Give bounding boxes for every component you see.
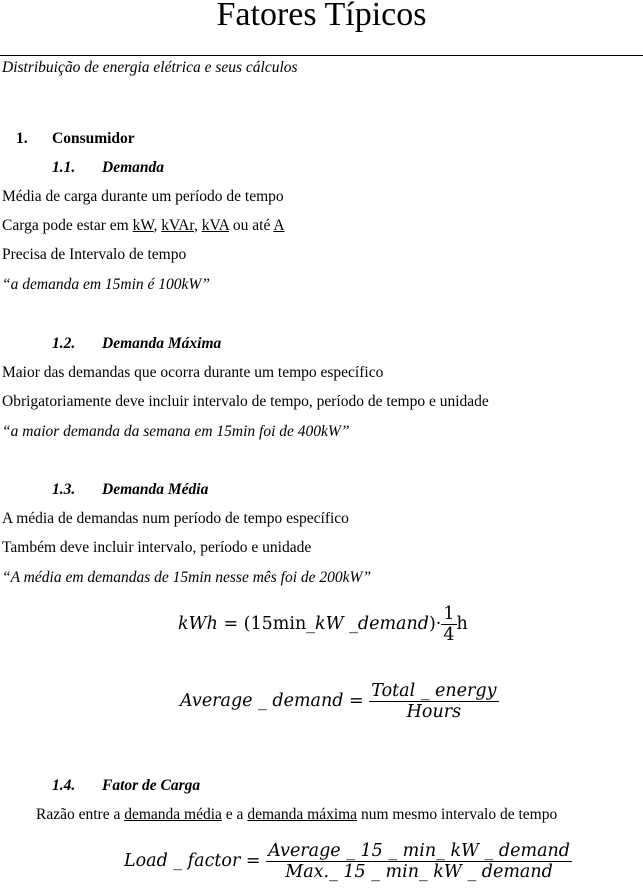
subsection-title: Demanda [102, 159, 164, 176]
eq-fraction [369, 681, 498, 722]
eq-fraction [441, 604, 456, 645]
fator-de-carga-line [36, 805, 557, 825]
demanda-maxima-line-2: Obrigatoriamente deve incluir intervalo de tempo, período de tempo e unidade [2, 393, 489, 410]
link-kvar[interactable]: kVAr [161, 217, 194, 234]
text-fragment: , [193, 217, 198, 234]
link-demanda-maxima[interactable]: demanda máxima [247, 806, 358, 823]
subsection-title: Demanda Máxima [102, 335, 222, 352]
fraction-numerator: Average _ 15 _ min_ kW _ demand [268, 841, 570, 861]
equation-average-demand [180, 681, 499, 722]
eq-term: _ [343, 614, 358, 634]
fraction-denominator: Hours [406, 702, 462, 722]
eq-operator: = [240, 851, 267, 871]
demanda-example: “a demanda em 15min é 100kW” [2, 276, 210, 293]
demanda-line-3: Precisa de Intervalo de tempo [2, 246, 187, 263]
section-number: 1. [16, 130, 28, 147]
eq-term: demand [357, 614, 429, 634]
section-title: Consumidor [52, 130, 135, 147]
subsection-number: 1.1. [52, 159, 76, 176]
eq-term: _ [306, 614, 315, 634]
demanda-line-2 [2, 216, 285, 236]
fraction-numerator: 1 [443, 604, 455, 624]
demanda-media-example: “A média em demandas de 15min nesse mês foi de 200kW” [2, 569, 372, 586]
page-title: Fatores Típicos [216, 0, 427, 33]
subsection-number: 1.3. [52, 481, 76, 498]
eq-operator: ( [243, 614, 251, 634]
subsection-demanda-heading [52, 158, 164, 178]
eq-term: h [456, 614, 468, 634]
eq-term: Average _ demand [180, 691, 344, 711]
subsection-demanda-media-heading [52, 480, 208, 500]
fraction-numerator: Total _ energy [371, 681, 497, 701]
subsection-number: 1.4. [52, 777, 76, 794]
text-fragment: Carga pode estar em [2, 217, 133, 234]
link-a[interactable]: A [273, 217, 285, 234]
title-divider [0, 55, 643, 56]
eq-term: 15min [250, 614, 307, 634]
eq-term: kW [314, 614, 344, 634]
page-subtitle: Distribuição de energia elétrica e seus cálculos [2, 59, 298, 76]
link-demanda-media[interactable]: demanda média [124, 806, 222, 823]
eq-fraction [266, 841, 572, 882]
demanda-line-1: Média de carga durante um período de tempo [2, 188, 284, 205]
subsection-fator-de-carga-heading [52, 776, 200, 796]
equation-kwh [178, 604, 468, 645]
demanda-media-line-2: Também deve incluir intervalo, período e unidade [2, 539, 312, 556]
demanda-maxima-example: “a maior demanda da semana em 15min foi de 400kW” [2, 423, 350, 440]
eq-term: Load _ factor [124, 851, 241, 871]
subsection-demanda-maxima-heading [52, 334, 221, 354]
eq-operator: = [217, 614, 244, 634]
text-fragment: , [153, 217, 158, 234]
subsection-number: 1.2. [52, 335, 76, 352]
link-kw[interactable]: kW [132, 217, 154, 234]
equation-load-factor [124, 841, 572, 882]
eq-term: kWh [178, 614, 218, 634]
text-fragment: ou até [229, 217, 274, 234]
text-fragment: Razão entre a [36, 806, 125, 823]
demanda-media-line-1: A média de demandas num período de tempo específico [2, 510, 349, 527]
link-kva[interactable]: kVA [201, 217, 230, 234]
fraction-denominator: Max._ 15 _ min_ kW _ demand [285, 862, 553, 882]
text-fragment: num mesmo intervalo de tempo [357, 806, 558, 823]
subsection-title: Demanda Média [102, 481, 209, 498]
eq-operator: )· [428, 614, 442, 634]
fraction-denominator: 4 [443, 625, 455, 645]
eq-operator: = [343, 691, 370, 711]
demanda-maxima-line-1: Maior das demandas que ocorra durante um tempo específico [2, 364, 384, 381]
text-fragment: e a [221, 806, 248, 823]
section-consumidor-heading [16, 129, 135, 149]
subsection-title: Fator de Carga [102, 777, 201, 794]
